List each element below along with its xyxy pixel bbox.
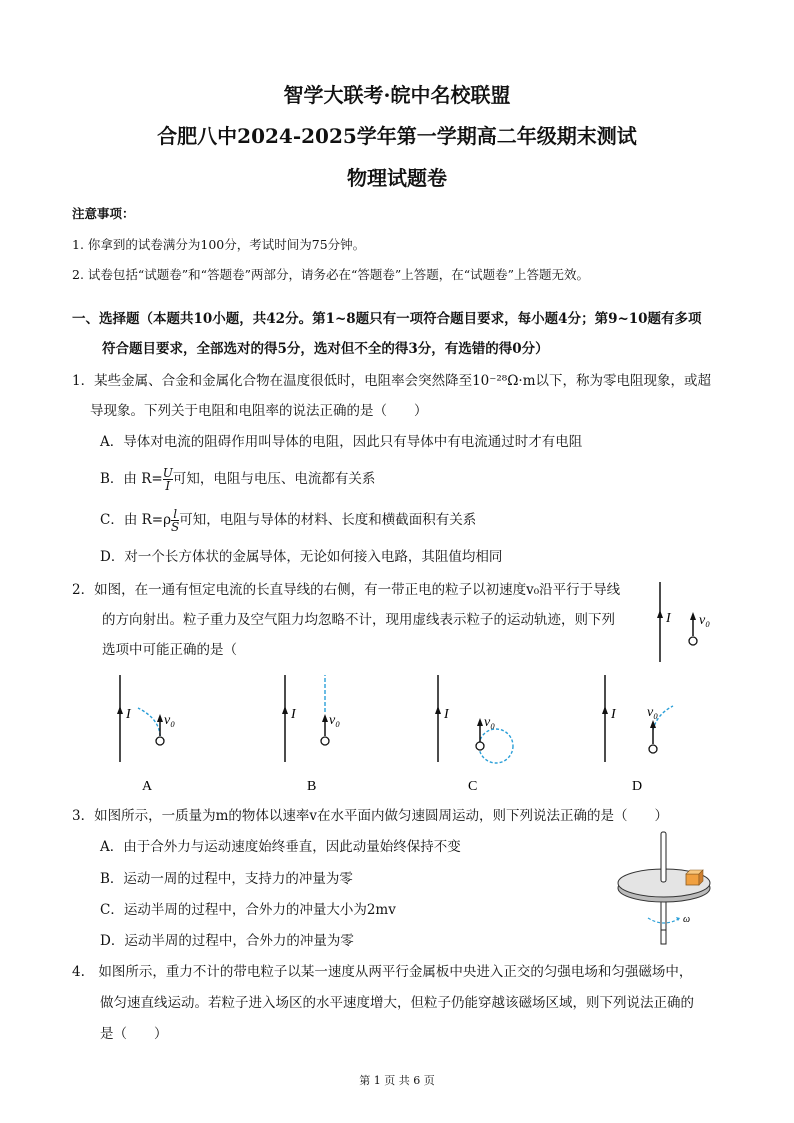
section-heading: 一、选择题（本题共10小题，共42分。第1~8题只有一项符合题目要求，每小题4分；第9~10题有多项	[72, 311, 702, 327]
q1-option-b	[100, 467, 375, 492]
q1-option-c	[100, 508, 476, 533]
current-label: I	[444, 707, 449, 722]
notice-heading: 注意事项：	[72, 206, 135, 221]
q1-option-d: D．对一个长方体状的金属导体，无论如何接入电路，其阻值均相同	[100, 549, 503, 565]
exam-series-title: 智学大联考·皖中名校联盟	[283, 83, 511, 107]
q1-b-pre: B．由 R=	[100, 471, 163, 487]
option-label: C	[468, 779, 478, 794]
q2-stem: 2．如图，在一通有恒定电流的长直导线的右侧，有一带正电的粒子以初速度v₀沿平行于导线	[72, 582, 621, 598]
q1-stem-cont: 导现象。下列关于电阻和电阻率的说法正确的是（ ）	[90, 403, 428, 419]
omega-label: ω	[683, 914, 691, 925]
q3-stem: 3．如图所示，一质量为m的物体以速率v在水平面内做匀速圆周运动，则下列说法正确的是（ ）	[72, 808, 669, 824]
q2-stem-cont: 选项中可能正确的是（	[102, 642, 237, 658]
q3-turntable-figure	[610, 828, 720, 948]
q1-option-a: A．导体对电流的阻碍作用叫导体的电阻，因此只有导体中有电流通过时才有电阻	[100, 434, 583, 450]
notice-item: 2. 试卷包括“试题卷”和“答题卷”两部分，请务必在“答题卷”上答题，在“试题卷”上答题无效。	[72, 267, 590, 282]
q3-option-c: C．运动半周的过程中，合外力的冲量大小为2mv	[100, 902, 396, 918]
velocity-label: v₀	[647, 705, 659, 720]
fraction-u-over-i	[163, 467, 173, 492]
option-d-diagram	[602, 675, 673, 794]
current-label: I	[291, 707, 296, 722]
option-label: A	[142, 779, 153, 794]
option-c-diagram	[435, 675, 513, 794]
numerator: U	[162, 466, 173, 480]
q4-stem: 4. 如图所示，重力不计的带电粒子以某一速度从两平行金属板中央进入正交的匀强电场和匀强磁场中，	[72, 964, 693, 980]
q2-option-diagrams	[100, 670, 700, 800]
q4-stem-cont: 是（ ）	[100, 1026, 168, 1042]
exam-title: 合肥八中2024-2025学年第一学期高二年级期末测试	[157, 124, 637, 148]
current-label: I	[611, 707, 616, 722]
q1-c-post: 可知，电阻与导体的材料、长度和横截面积有关系	[179, 512, 477, 528]
velocity-label: v₀	[164, 713, 176, 728]
option-b-diagram	[282, 675, 340, 794]
q1-stem: 1．某些金属、合金和金属化合物在温度很低时，电阻率会突然降至10⁻²⁸Ω·m以下，称为零电阻现象，或超	[72, 373, 712, 389]
q4-stem-cont: 做匀速直线运动。若粒子进入场区的水平速度增大，但粒子仍能穿越该磁场区域，则下列说法正确的	[100, 995, 694, 1011]
q3-option-a: A．由于合外力与运动速度始终垂直，因此动量始终保持不变	[100, 839, 461, 855]
q1-c-pre: C．由 R=ρ	[100, 512, 172, 528]
denominator: S	[171, 520, 180, 534]
q2-stem-cont: 的方向射出。粒子重力及空气阻力均忽略不计，现用虚线表示粒子的运动轨迹，则下列	[102, 612, 615, 628]
section-heading-cont: 符合题目要求，全部选对的得5分，选对但不全的得3分，有选错的得0分）	[102, 341, 549, 357]
q3-option-d: D．运动半周的过程中，合外力的冲量为零	[100, 933, 354, 949]
current-label: I	[126, 707, 131, 722]
q1-b-post: 可知，电阻与电压、电流都有关系	[172, 471, 376, 487]
velocity-label: v₀	[329, 713, 341, 728]
page-number: 第 1 页 共 6 页	[359, 1074, 435, 1087]
subject-title: 物理试题卷	[347, 166, 447, 190]
velocity-label: v₀	[484, 715, 496, 730]
option-label: B	[307, 779, 317, 794]
option-a-diagram	[117, 675, 175, 794]
numerator: l	[171, 508, 179, 521]
option-label: D	[632, 779, 643, 794]
q3-option-b: B．运动一周的过程中，支持力的冲量为零	[100, 871, 353, 887]
current-label: I	[666, 611, 671, 626]
velocity-label: v₀	[699, 613, 711, 628]
notice-item: 1. 你拿到的试卷满分为100分，考试时间为75分钟。	[72, 237, 366, 252]
q2-reference-figure	[640, 580, 720, 665]
denominator: I	[165, 479, 171, 493]
